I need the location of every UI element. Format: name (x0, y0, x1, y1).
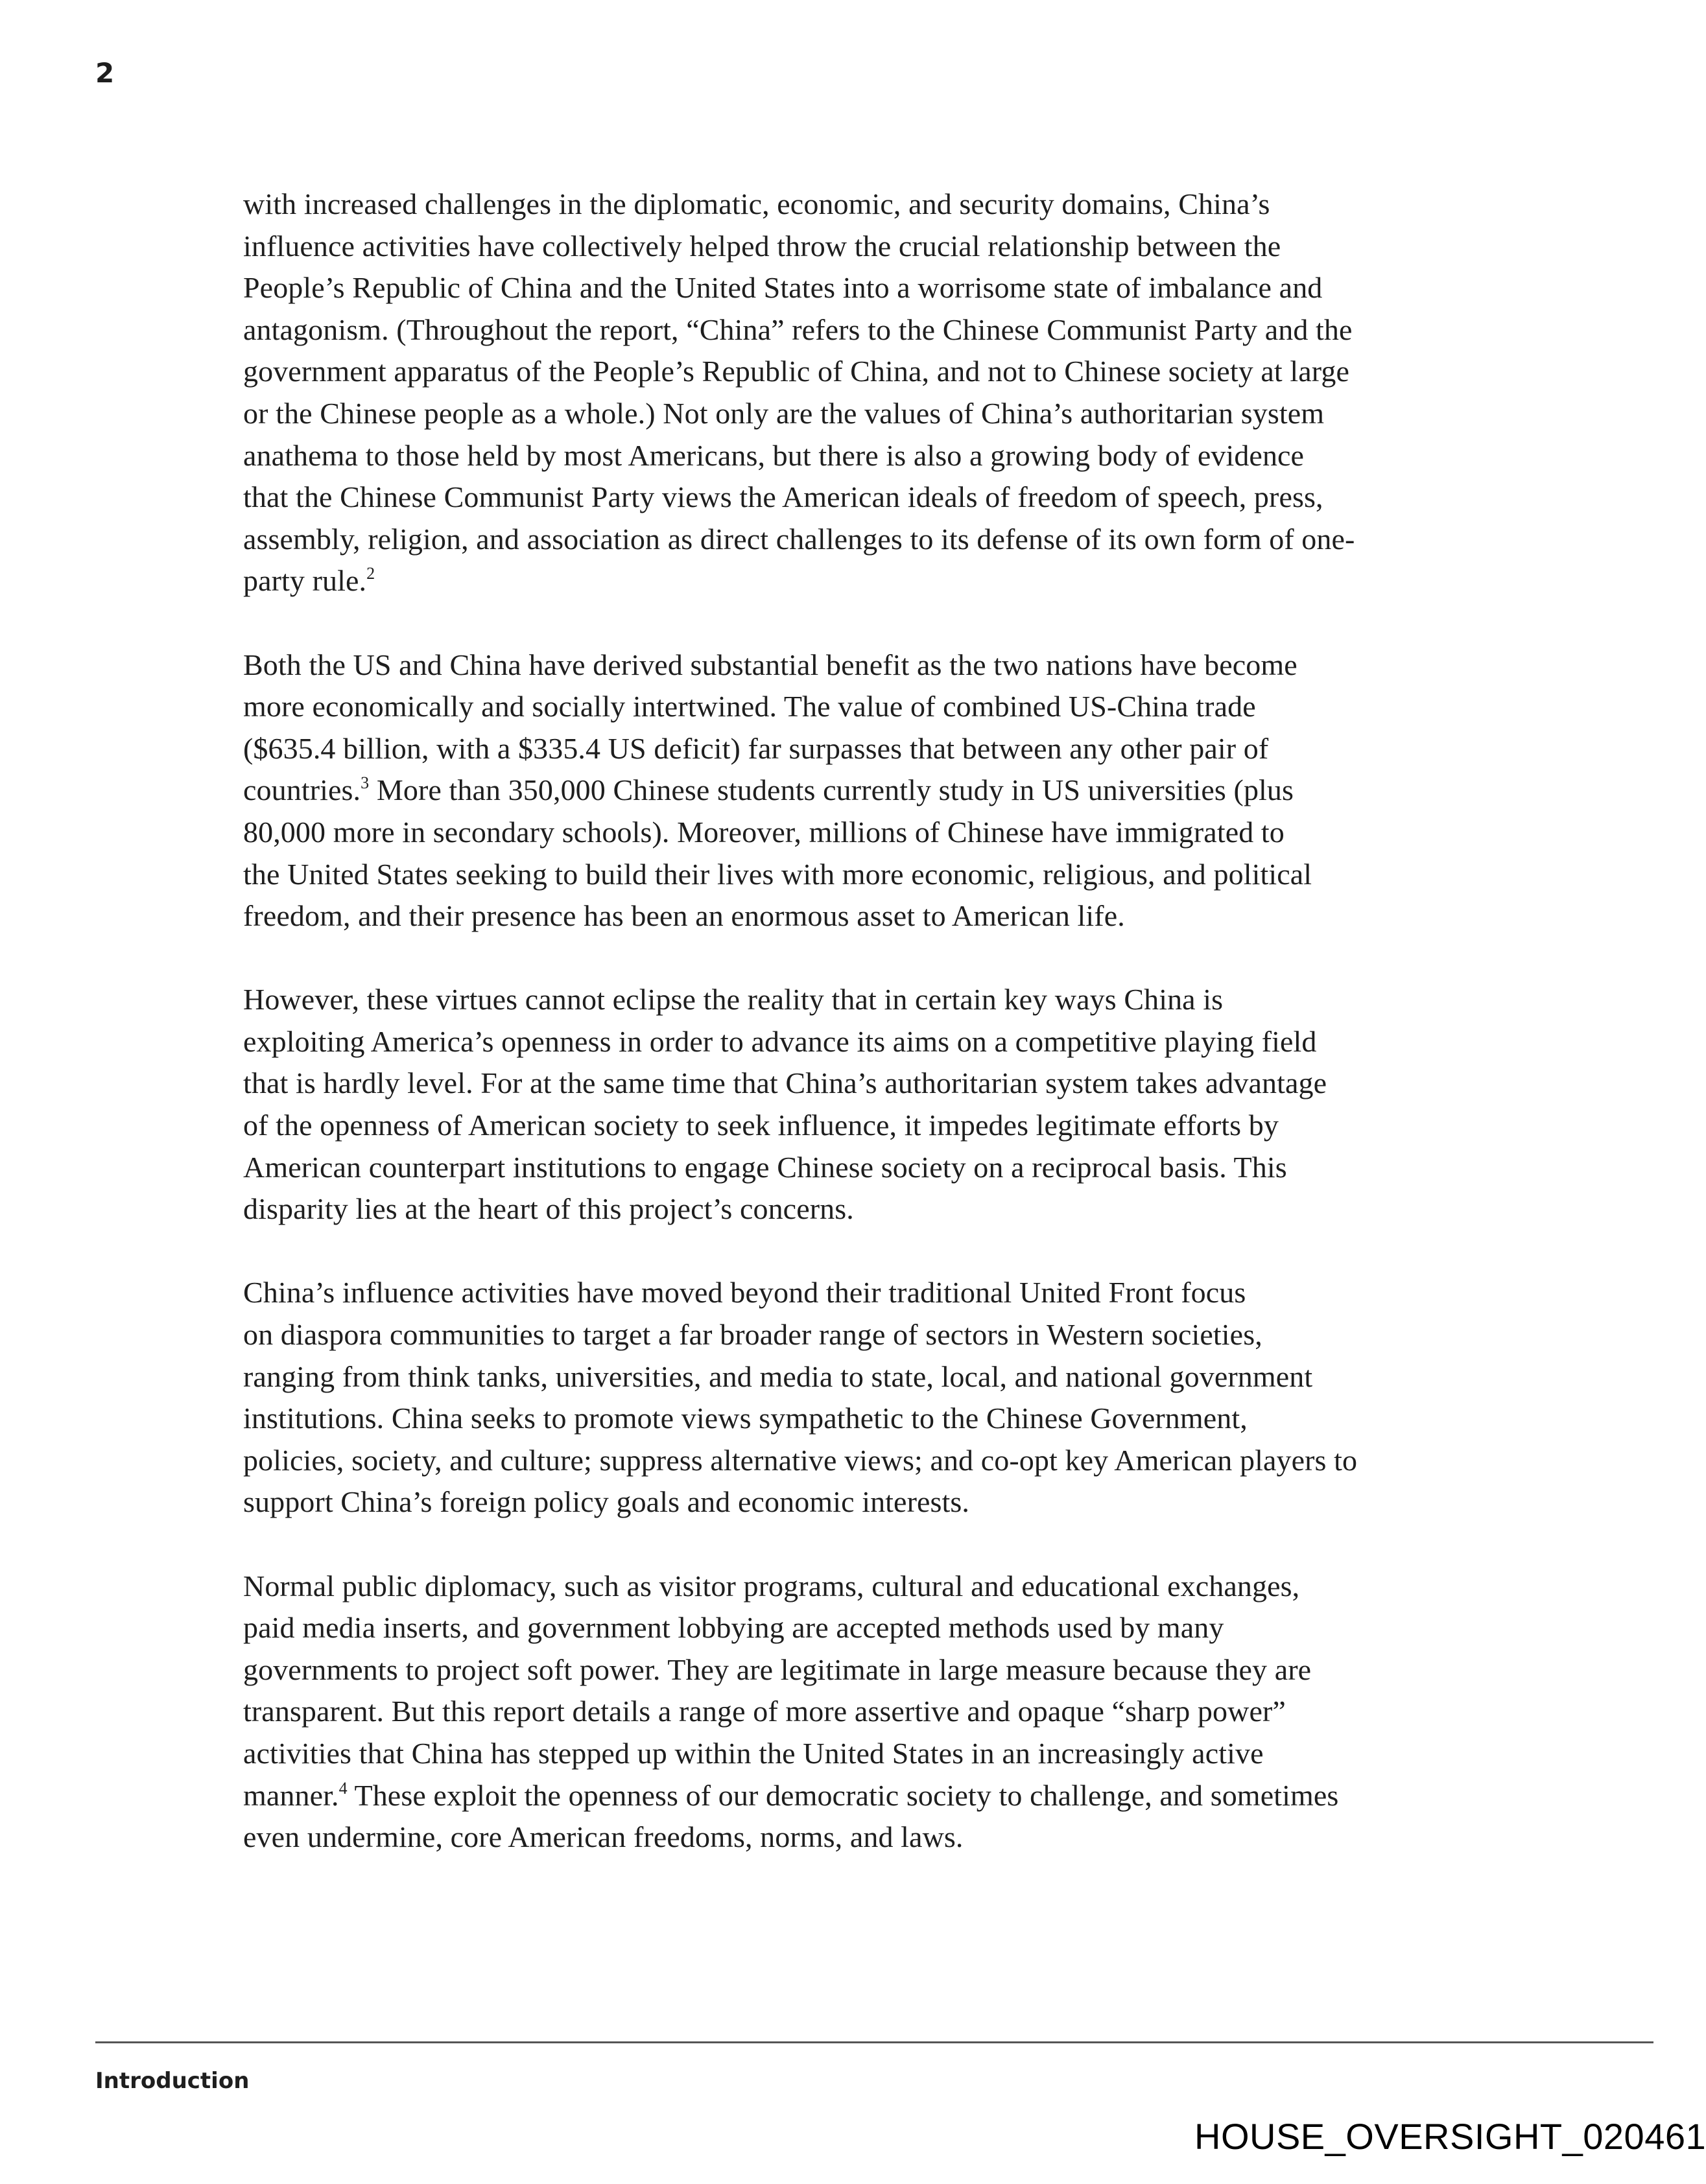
text-line: ranging from think tanks, universities, and media to state, local, and national government (243, 1359, 1313, 1393)
text-line (243, 769, 1430, 812)
text-line: transparent. But this report details a range of more assertive and opaque “sharp power” (243, 1695, 1286, 1728)
text-line: more economically and socially intertwined. The value of combined US-China trade (243, 690, 1256, 723)
paragraph-2 (243, 644, 1430, 937)
paragraph-4 (243, 1272, 1430, 1523)
paragraph-3 (243, 979, 1430, 1230)
footnote-marker-4: 4 (338, 1778, 348, 1798)
text-line: government apparatus of the People’s Republic of China, and not to Chinese society at large (243, 355, 1350, 388)
text-line: 80,000 more in secondary schools). Moreover, millions of Chinese have immigrated to (243, 815, 1285, 849)
bates-number: HOUSE_OVERSIGHT_020461 (1194, 2116, 1706, 2157)
text-line: exploiting America’s openness in order to advance its aims on a competitive playing field (243, 1024, 1317, 1058)
text-segment: countries. (243, 773, 361, 807)
text-line: of the openness of American society to seek influence, it impedes legitimate efforts by (243, 1109, 1279, 1142)
paragraph-5 (243, 1566, 1430, 1859)
text-line: freedom, and their presence has been an enormous asset to American life. (243, 899, 1125, 933)
text-line (243, 560, 1430, 602)
text-line: influence activities have collectively helped throw the crucial relationship between the (243, 229, 1281, 263)
footnote-marker-2: 2 (366, 564, 375, 583)
text-line: activities that China has stepped up within the United States in an increasingly active (243, 1736, 1264, 1770)
text-line: that is hardly level. For at the same time that China’s authoritarian system takes advantage (243, 1066, 1327, 1100)
text-line: ($635.4 billion, with a $335.4 US deficit) far surpasses that between any other pair of (243, 731, 1269, 765)
page-number: 2 (95, 57, 115, 89)
text-line: policies, society, and culture; suppress alternative views; and co-opt key American players to (243, 1443, 1358, 1477)
text-line: on diaspora communities to target a far broader range of sectors in Western societies, (243, 1318, 1262, 1352)
footer-section-label: Introduction (95, 2068, 250, 2094)
text-line: American counterpart institutions to engage Chinese society on a reciprocal basis. This (243, 1150, 1287, 1184)
body-text (243, 183, 1430, 1900)
text-line (243, 1775, 1430, 1817)
text-line: governments to project soft power. They are legitimate in large measure because they are (243, 1652, 1312, 1686)
text-line: assembly, religion, and association as direct challenges to its defense of its own form of one- (243, 522, 1355, 556)
footnote-marker-3: 3 (361, 773, 370, 793)
text-line: that the Chinese Communist Party views the American ideals of freedom of speech, press, (243, 480, 1323, 514)
text-line: the United States seeking to build their lives with more economic, religious, and political (243, 857, 1312, 891)
text-segment: manner. (243, 1778, 339, 1812)
text-line: with increased challenges in the diplomatic, economic, and security domains, China’s (243, 187, 1270, 220)
text-line: antagonism. (Throughout the report, “China” refers to the Chinese Communist Party and the (243, 312, 1353, 346)
text-line: Normal public diplomacy, such as visitor programs, cultural and educational exchanges, (243, 1569, 1300, 1603)
text-line: disparity lies at the heart of this project’s concerns. (243, 1192, 854, 1226)
text-segment: These exploit the openness of our democratic society to challenge, and sometimes (354, 1778, 1339, 1812)
text-line: China’s influence activities have moved beyond their traditional United Front focus (243, 1276, 1246, 1309)
text-line: paid media inserts, and government lobbying are accepted methods used by many (243, 1611, 1224, 1645)
text-line: institutions. China seeks to promote views sympathetic to the Chinese Government, (243, 1402, 1248, 1435)
text-segment: More than 350,000 Chinese students currently study in US universities (plus (376, 773, 1294, 807)
footer-divider (95, 2041, 1653, 2043)
paragraph-1 (243, 183, 1430, 602)
text-line: support China’s foreign policy goals and economic interests. (243, 1485, 969, 1519)
text-segment: party rule. (243, 564, 367, 598)
text-line: People’s Republic of China and the United States into a worrisome state of imbalance and (243, 271, 1323, 305)
text-line: Both the US and China have derived substantial benefit as the two nations have become (243, 648, 1297, 681)
text-line: anathema to those held by most Americans, but there is also a growing body of evidence (243, 438, 1305, 472)
text-line: even undermine, core American freedoms, norms, and laws. (243, 1820, 964, 1854)
text-line: However, these virtues cannot eclipse the reality that in certain key ways China is (243, 983, 1224, 1016)
text-line: or the Chinese people as a whole.) Not only are the values of China’s authoritarian system (243, 396, 1325, 430)
